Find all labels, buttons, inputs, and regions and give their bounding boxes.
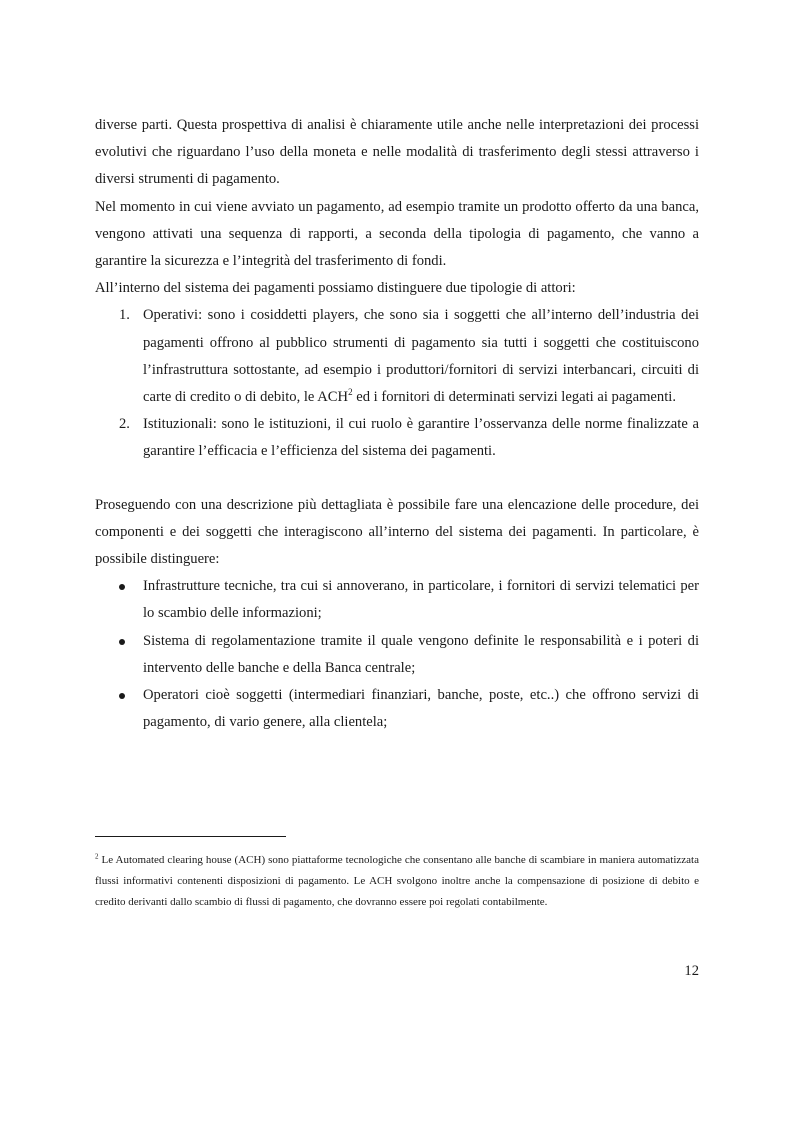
list-item [95, 628, 699, 682]
list-item [95, 573, 699, 627]
list-item-text: Infrastrutture tecniche, tra cui si annoverano, in particolare, i fornitori di servizi telematici per lo scambio delle informazioni; [143, 578, 699, 622]
paragraph-2: Nel momento in cui viene avviato un pagamento, ad esempio tramite un prodotto offerto da una banca, vengono attivati una sequenza di rapporti, a seconda della tipologia di pagamento, che vanno a garantire la sicurezza e l’integrità del trasferimento di fondi. [95, 198, 699, 270]
page-number: 12 [684, 963, 699, 979]
paragraph-3: All’interno del sistema dei pagamenti possiamo distinguere due tipologie di attori: [95, 280, 576, 297]
list-number: 2. [119, 416, 130, 433]
list-item-text: Sistema di regolamentazione tramite il quale vengono definite le responsabilità e i poteri di intervento delle banche e della Banca centrale; [143, 632, 699, 676]
list-item-text: Istituzionali: sono le istituzioni, il cui ruolo è garantire l’osservanza delle norme finalizzate a garantire l’efficacia e l’efficienza del sistema dei pagamenti. [143, 416, 699, 460]
list-item-text-end: ed i fornitori di determinati servizi legati ai pagamenti. [352, 389, 676, 406]
paragraph-gap [95, 466, 699, 492]
footnote [95, 850, 699, 913]
footnote-marker: 2 [95, 852, 99, 861]
list-item [95, 411, 699, 465]
list-item [95, 682, 699, 736]
bullet-icon [119, 639, 125, 645]
footnote-reference[interactable]: 2 [348, 387, 353, 398]
paragraph-1: diverse parti. Questa prospettiva di analisi è chiaramente utile anche nelle interpretazioni dei processi evolutivi che riguardano l’uso della moneta e nelle modalità di trasferimento degli stessi attraverso i diversi strumenti di pagamento. [95, 117, 699, 188]
list-number: 1. [119, 307, 130, 324]
bullet-icon [119, 584, 125, 590]
footnote-text: Le Automated clearing house (ACH) sono piattaforme tecnologiche che consentano alle banche di scambiare in maniera automatizzata flussi informativi contenenti disposizioni di pagamento. Le ACH svolgono inoltre anche la compensazione di posizione di debito e credito derivanti dallo scambio di flussi di pagamento, che dovranno essere poi regolati contabilmente. [95, 854, 699, 908]
components-list [95, 573, 699, 736]
actors-list [95, 302, 699, 465]
paragraph-4: Proseguendo con una descrizione più dettagliata è possibile fare una elencazione delle procedure, dei componenti e dei soggetti che interagiscono all’interno del sistema dei pagamenti. In particolare, è possibile distinguere: [95, 496, 699, 568]
list-item [95, 302, 699, 411]
list-item-text: Operativi: sono i cosiddetti players, che sono sia i soggetti che all’interno dell’industria dei pagamenti offrono al pubblico strumenti di pagamento sia tutti i soggetti che costituiscono l’infrastruttura sottostante, ad esempio i produttori/fornitori di servizi interbancari, circuiti di carte di credito o di debito, le ACH [143, 307, 699, 406]
page-body [95, 112, 699, 736]
bullet-icon [119, 693, 125, 699]
footnote-separator [95, 836, 286, 837]
list-item-text: Operatori cioè soggetti (intermediari finanziari, banche, poste, etc..) che offrono servizi di pagamento, di vario genere, alla clientela; [143, 687, 699, 731]
